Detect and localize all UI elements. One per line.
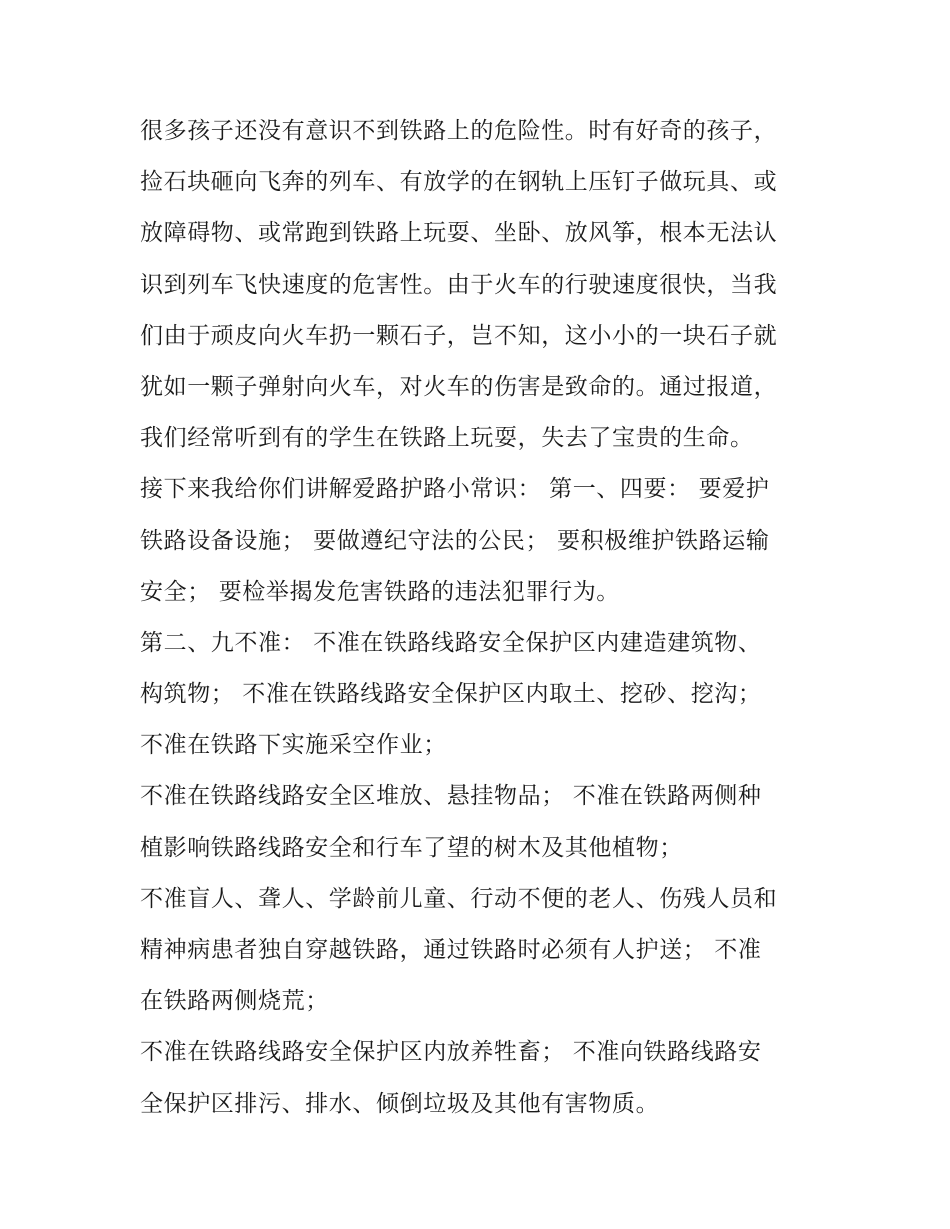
- text-line: 不准在铁路线路安全保护区内放养牲畜； 不准向铁路线路安: [140, 1039, 762, 1066]
- text-line: 很多孩子还没有意识不到铁路上的危险性。时有好奇的孩子，: [140, 118, 778, 144]
- text-line: 构筑物； 不准在铁路线路安全保护区内取土、挖砂、挖沟；: [140, 681, 762, 708]
- text-line: 第二、九不准： 不准在铁路线路安全保护区内建造建筑物、: [140, 629, 762, 656]
- text-line: 全保护区排污、排水、倾倒垃圾及其他有害物质。: [140, 1090, 660, 1117]
- text-line: 犹如一颗子弹射向火车，对火车的伤害是致命的。通过报道，: [140, 373, 778, 400]
- text-line: 们由于顽皮向火车扔一颗石子，岂不知，这小小的一块石子就: [140, 322, 778, 349]
- text-line: 植影响铁路线路安全和行车了望的树木及其他植物；: [140, 834, 683, 861]
- text-line: 铁路设备设施； 要做遵纪守法的公民； 要积极维护铁路运输: [140, 527, 770, 554]
- text-line: 安全； 要检举揭发危害铁路的违法犯罪行为。: [140, 578, 620, 605]
- text-line: 捡石块砸向飞奔的列车、有放学的在钢轨上压钉子做玩具、或: [140, 169, 778, 196]
- text-line: 放障碍物、或常跑到铁路上玩耍、坐卧、放风筝，根本无法认: [140, 220, 778, 247]
- body-text: [140, 106, 830, 1130]
- text-line: 精神病患者独自穿越铁路，通过铁路时必须有人护送； 不准: [140, 937, 762, 963]
- text-line: 不准在铁路下实施采空作业；: [140, 732, 447, 759]
- text-line: 识到列车飞快速度的危害性。由于火车的行驶速度很快，当我: [140, 271, 778, 298]
- text-line: 不准在铁路线路安全区堆放、悬挂物品； 不准在铁路两侧种: [140, 783, 762, 810]
- text-line: 我们经常听到有的学生在铁路上玩耍，失去了宝贵的生命。: [140, 425, 754, 452]
- text-line: 在铁路两侧烧荒；: [140, 988, 329, 1015]
- text-line: 不准盲人、聋人、学龄前儿童、行动不便的老人、伤残人员和: [140, 885, 778, 912]
- text-line: 接下来我给你们讲解爱路护路小常识： 第一、四要： 要爱护: [140, 476, 770, 503]
